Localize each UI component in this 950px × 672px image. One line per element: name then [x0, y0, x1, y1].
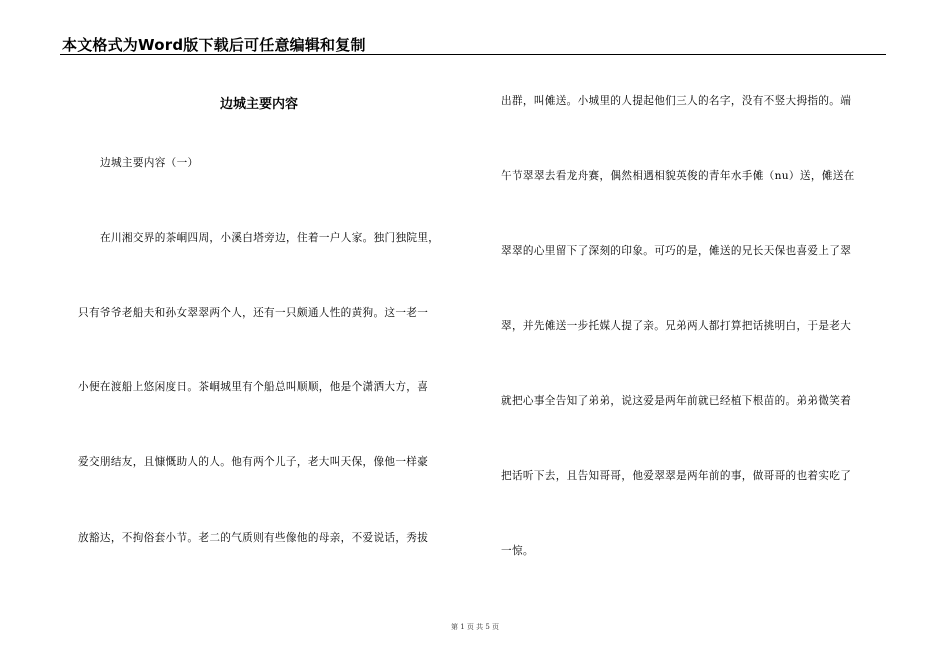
paragraph-line: 在川湘交界的茶峒四周，小溪白塔旁边，住着一户人家。独门独院里，	[100, 232, 440, 244]
paragraph-line: 只有爷爷老船夫和孙女翠翠两个人，还有一只颇通人性的黄狗。这一老一	[78, 307, 429, 319]
section-heading: 边城主要内容（一）	[100, 157, 199, 169]
header-divider	[60, 54, 886, 55]
paragraph-line: 小便在渡船上悠闲度日。茶峒城里有个船总叫顺顺，他是个潇洒大方，喜	[78, 381, 429, 393]
paragraph-line: 翠，并先傩送一步托媒人提了亲。兄弟两人都打算把话挑明白，于是老大	[501, 320, 852, 332]
paragraph-line: 放豁达，不拘俗套小节。老二的气质则有些像他的母亲，不爱说话，秀拔	[78, 532, 429, 544]
page-number: 第 1 页 共 5 页	[450, 623, 500, 631]
paragraph-line: 出群，叫傩送。小城里的人提起他们三人的名字，没有不竖大拇指的。端	[501, 95, 852, 107]
paragraph-line: 就把心事全告知了弟弟，说这爱是两年前就已经植下根苗的。弟弟微笑着	[501, 395, 852, 407]
paragraph-line: 翠翠的心里留下了深刻的印象。可巧的是，傩送的兄长天保也喜爱上了翠	[501, 245, 852, 257]
paragraph-line: 午节翠翠去看龙舟赛，偶然相遇相貌英俊的青年水手傩（nu）送，傩送在	[501, 170, 855, 182]
paragraph-line: 一惊。	[501, 545, 534, 557]
paragraph-line: 把话听下去，且告知哥哥，他爱翠翠是两年前的事，做哥哥的也着实吃了	[501, 470, 852, 482]
document-title: 边城主要内容	[220, 97, 299, 112]
page-header: 本文格式为Word版下载后可任意编辑和复制	[62, 36, 366, 54]
paragraph-line: 爱交朋结友，且慷慨助人的人。他有两个儿子，老大叫天保，像他一样豪	[78, 456, 429, 468]
